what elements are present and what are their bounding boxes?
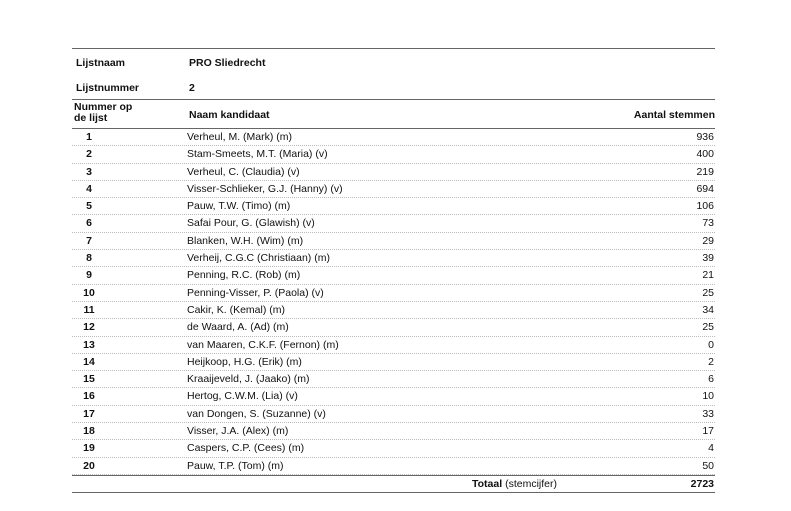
table-row — [72, 285, 715, 302]
table-row — [72, 371, 715, 388]
table-row — [72, 198, 715, 215]
candidate-name: Blanken, W.H. (Wim) (m) — [187, 234, 304, 247]
candidate-votes: 25 — [702, 286, 714, 299]
candidate-name: Visser-Schlieker, G.J. (Hanny) (v) — [187, 182, 343, 195]
candidate-votes: 39 — [702, 252, 714, 265]
candidate-number: 15 — [83, 373, 95, 386]
table-row — [72, 129, 715, 146]
table-row — [72, 250, 715, 267]
table-row — [72, 215, 715, 232]
total-label — [472, 478, 557, 490]
candidate-votes: 6 — [708, 373, 714, 386]
list-number-label: Lijstnummer — [76, 82, 140, 94]
table-row — [72, 267, 715, 284]
candidate-number: 17 — [83, 407, 95, 420]
candidate-name: Verheij, C.G.C (Christiaan) (m) — [187, 252, 330, 265]
candidate-name: Caspers, C.P. (Cees) (m) — [187, 442, 305, 455]
candidate-number: 19 — [83, 442, 95, 455]
table-row — [72, 388, 715, 405]
candidate-votes: 33 — [702, 407, 714, 420]
total-label-bold: Totaal — [472, 477, 503, 490]
candidate-name: Verheul, C. (Claudia) (v) — [187, 165, 300, 178]
candidate-number: 18 — [83, 425, 95, 438]
total-value: 2723 — [690, 477, 714, 490]
candidate-votes: 694 — [696, 182, 714, 195]
candidate-number: 5 — [86, 200, 92, 213]
table-row — [72, 406, 715, 423]
candidate-name: Pauw, T.W. (Timo) (m) — [187, 200, 291, 213]
candidate-votes: 17 — [702, 425, 714, 438]
table-row — [72, 181, 715, 198]
table-row — [72, 302, 715, 319]
candidate-number: 8 — [86, 252, 92, 265]
candidate-name: de Waard, A. (Ad) (m) — [187, 321, 289, 334]
candidate-number: 9 — [86, 269, 92, 282]
candidate-votes: 73 — [702, 217, 714, 230]
candidate-votes: 2 — [708, 355, 714, 368]
candidate-number: 12 — [83, 321, 95, 334]
candidate-name: van Maaren, C.K.F. (Fernon) (m) — [187, 338, 339, 351]
candidate-name: Pauw, T.P. (Tom) (m) — [187, 459, 284, 472]
list-name-row — [72, 49, 715, 74]
candidate-name: Heijkoop, H.G. (Erik) (m) — [187, 355, 302, 368]
candidate-name: Penning-Visser, P. (Paola) (v) — [187, 286, 324, 299]
candidate-votes: 400 — [696, 148, 714, 161]
list-name-label: Lijstnaam — [76, 57, 126, 69]
candidate-name: van Dongen, S. (Suzanne) (v) — [187, 407, 326, 420]
table-row — [72, 233, 715, 250]
candidate-name: Cakir, K. (Kemal) (m) — [187, 303, 286, 316]
table-row — [72, 423, 715, 440]
candidate-votes: 25 — [702, 321, 714, 334]
table-row — [72, 458, 715, 475]
candidate-votes: 34 — [702, 303, 714, 316]
total-row — [72, 475, 715, 493]
table-row — [72, 354, 715, 371]
candidate-votes: 50 — [702, 459, 714, 472]
candidate-votes: 10 — [702, 390, 714, 403]
results-sheet — [72, 48, 715, 493]
candidate-votes: 219 — [696, 165, 714, 178]
table-row — [72, 337, 715, 354]
header-number: Nummer op de lijst — [74, 101, 133, 124]
table-header — [72, 99, 715, 129]
candidate-name: Stam-Smeets, M.T. (Maria) (v) — [187, 148, 328, 161]
candidate-number: 3 — [86, 165, 92, 178]
candidate-name: Penning, R.C. (Rob) (m) — [187, 269, 301, 282]
total-label-rest: (stemcijfer) — [502, 477, 557, 490]
table-row — [72, 146, 715, 163]
candidate-name: Safai Pour, G. (Glawish) (v) — [187, 217, 315, 230]
candidate-number: 10 — [83, 286, 95, 299]
candidate-votes: 4 — [708, 442, 714, 455]
candidate-name: Hertog, C.W.M. (Lia) (v) — [187, 390, 298, 403]
candidate-votes: 29 — [702, 234, 714, 247]
table-row — [72, 164, 715, 181]
header-name: Naam kandidaat — [189, 109, 270, 121]
candidate-number: 6 — [86, 217, 92, 230]
candidate-votes: 0 — [708, 338, 714, 351]
list-number-value: 2 — [189, 82, 195, 94]
candidate-number: 11 — [83, 303, 95, 316]
candidate-name: Kraaijeveld, J. (Jaako) (m) — [187, 373, 310, 386]
header-votes: Aantal stemmen — [633, 109, 715, 121]
candidate-number: 13 — [83, 338, 95, 351]
candidate-name: Visser, J.A. (Alex) (m) — [187, 425, 289, 438]
candidate-number: 20 — [83, 459, 95, 472]
candidate-number: 7 — [86, 234, 92, 247]
candidate-number: 2 — [86, 148, 92, 161]
list-name-value: PRO Sliedrecht — [189, 57, 266, 69]
candidate-votes: 21 — [702, 269, 714, 282]
candidate-name: Verheul, M. (Mark) (m) — [187, 131, 293, 143]
candidate-votes: 106 — [696, 200, 714, 213]
candidate-table-body — [72, 129, 715, 475]
candidate-number: 1 — [86, 131, 92, 143]
candidate-number: 4 — [86, 182, 92, 195]
candidate-votes: 936 — [696, 131, 714, 143]
table-row — [72, 440, 715, 457]
table-row — [72, 319, 715, 336]
candidate-number: 14 — [83, 355, 95, 368]
candidate-number: 16 — [83, 390, 95, 403]
list-number-row — [72, 74, 715, 99]
